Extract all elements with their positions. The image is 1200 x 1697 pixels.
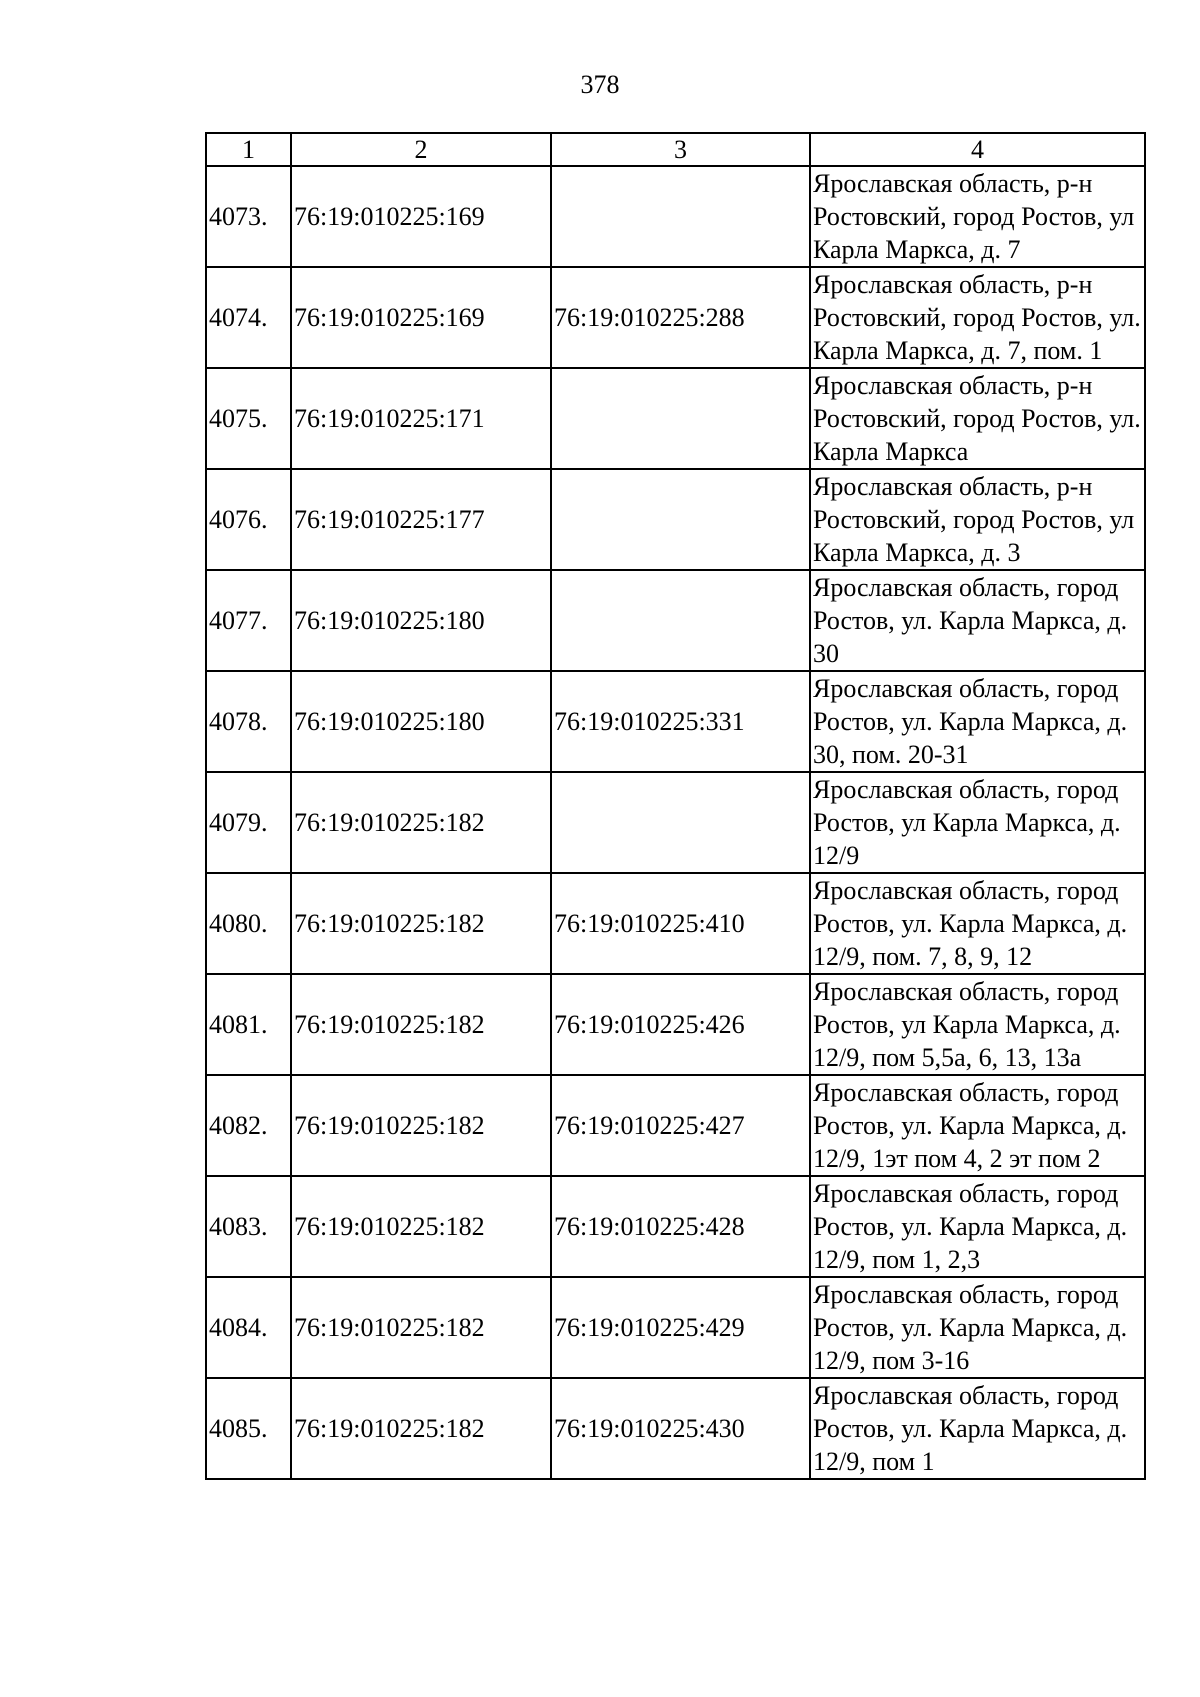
row-number-cell: 4085. bbox=[206, 1378, 291, 1479]
row-number-cell: 4074. bbox=[206, 267, 291, 368]
row-number-cell: 4080. bbox=[206, 873, 291, 974]
column-header-2: 2 bbox=[291, 133, 551, 166]
row-number-cell: 4073. bbox=[206, 166, 291, 267]
object-cadastral-number-cell: 76:19:010225:429 bbox=[551, 1277, 810, 1378]
table-row bbox=[206, 166, 1145, 267]
table-row bbox=[206, 1277, 1145, 1378]
object-cadastral-number-cell bbox=[551, 772, 810, 873]
address-cell: Ярославская область, город Ростов, ул Карла Маркса, д. 12/9, пом 5,5а, 6, 13, 13а bbox=[810, 974, 1145, 1075]
parcel-cadastral-number-cell: 76:19:010225:169 bbox=[291, 267, 551, 368]
address-cell: Ярославская область, город Ростов, ул. Карла Маркса, д. 12/9, пом 1, 2,3 bbox=[810, 1176, 1145, 1277]
row-number-cell: 4081. bbox=[206, 974, 291, 1075]
table-header-row bbox=[206, 133, 1145, 166]
parcel-cadastral-number-cell: 76:19:010225:182 bbox=[291, 974, 551, 1075]
row-number-cell: 4075. bbox=[206, 368, 291, 469]
object-cadastral-number-cell: 76:19:010225:288 bbox=[551, 267, 810, 368]
table-body bbox=[206, 166, 1145, 1479]
object-cadastral-number-cell: 76:19:010225:427 bbox=[551, 1075, 810, 1176]
table-row bbox=[206, 368, 1145, 469]
address-cell: Ярославская область, город Ростов, ул. Карла Маркса, д. 12/9, пом 1 bbox=[810, 1378, 1145, 1479]
object-cadastral-number-cell: 76:19:010225:430 bbox=[551, 1378, 810, 1479]
row-number-cell: 4077. bbox=[206, 570, 291, 671]
object-cadastral-number-cell bbox=[551, 469, 810, 570]
column-header-4: 4 bbox=[810, 133, 1145, 166]
parcel-cadastral-number-cell: 76:19:010225:182 bbox=[291, 1277, 551, 1378]
row-number-cell: 4082. bbox=[206, 1075, 291, 1176]
parcel-cadastral-number-cell: 76:19:010225:182 bbox=[291, 1075, 551, 1176]
table-row bbox=[206, 570, 1145, 671]
parcel-cadastral-number-cell: 76:19:010225:182 bbox=[291, 772, 551, 873]
table-row bbox=[206, 772, 1145, 873]
column-header-3: 3 bbox=[551, 133, 810, 166]
object-cadastral-number-cell: 76:19:010225:410 bbox=[551, 873, 810, 974]
table-row bbox=[206, 974, 1145, 1075]
parcel-cadastral-number-cell: 76:19:010225:182 bbox=[291, 1176, 551, 1277]
address-cell: Ярославская область, р-н Ростовский, город Ростов, ул. Карла Маркса, д. 7, пом. 1 bbox=[810, 267, 1145, 368]
address-cell: Ярославская область, город Ростов, ул. Карла Маркса, д. 12/9, пом. 7, 8, 9, 12 bbox=[810, 873, 1145, 974]
table-row bbox=[206, 267, 1145, 368]
row-number-cell: 4078. bbox=[206, 671, 291, 772]
parcel-cadastral-number-cell: 76:19:010225:180 bbox=[291, 570, 551, 671]
page-number: 378 bbox=[580, 70, 620, 99]
row-number-cell: 4084. bbox=[206, 1277, 291, 1378]
table-row bbox=[206, 469, 1145, 570]
column-header-1: 1 bbox=[206, 133, 291, 166]
table-row bbox=[206, 1075, 1145, 1176]
object-cadastral-number-cell: 76:19:010225:331 bbox=[551, 671, 810, 772]
address-cell: Ярославская область, город Ростов, ул. Карла Маркса, д. 12/9, пом 3-16 bbox=[810, 1277, 1145, 1378]
address-cell: Ярославская область, р-н Ростовский, город Ростов, ул Карла Маркса, д. 3 bbox=[810, 469, 1145, 570]
address-cell: Ярославская область, город Ростов, ул. Карла Маркса, д. 12/9, 1эт пом 4, 2 эт пом 2 bbox=[810, 1075, 1145, 1176]
address-cell: Ярославская область, город Ростов, ул. Карла Маркса, д. 30 bbox=[810, 570, 1145, 671]
row-number-cell: 4083. bbox=[206, 1176, 291, 1277]
object-cadastral-number-cell: 76:19:010225:428 bbox=[551, 1176, 810, 1277]
row-number-cell: 4079. bbox=[206, 772, 291, 873]
object-cadastral-number-cell bbox=[551, 570, 810, 671]
object-cadastral-number-cell bbox=[551, 368, 810, 469]
table-row bbox=[206, 1176, 1145, 1277]
address-cell: Ярославская область, город Ростов, ул. Карла Маркса, д. 30, пом. 20-31 bbox=[810, 671, 1145, 772]
table-row bbox=[206, 1378, 1145, 1479]
table-row bbox=[206, 671, 1145, 772]
parcel-cadastral-number-cell: 76:19:010225:182 bbox=[291, 873, 551, 974]
address-cell: Ярославская область, р-н Ростовский, город Ростов, ул. Карла Маркса bbox=[810, 368, 1145, 469]
row-number-cell: 4076. bbox=[206, 469, 291, 570]
address-cell: Ярославская область, р-н Ростовский, город Ростов, ул Карла Маркса, д. 7 bbox=[810, 166, 1145, 267]
object-cadastral-number-cell: 76:19:010225:426 bbox=[551, 974, 810, 1075]
address-cell: Ярославская область, город Ростов, ул Карла Маркса, д. 12/9 bbox=[810, 772, 1145, 873]
parcel-cadastral-number-cell: 76:19:010225:169 bbox=[291, 166, 551, 267]
table-row bbox=[206, 873, 1145, 974]
parcel-cadastral-number-cell: 76:19:010225:177 bbox=[291, 469, 551, 570]
registry-table bbox=[205, 132, 1146, 1480]
parcel-cadastral-number-cell: 76:19:010225:171 bbox=[291, 368, 551, 469]
parcel-cadastral-number-cell: 76:19:010225:182 bbox=[291, 1378, 551, 1479]
parcel-cadastral-number-cell: 76:19:010225:180 bbox=[291, 671, 551, 772]
object-cadastral-number-cell bbox=[551, 166, 810, 267]
